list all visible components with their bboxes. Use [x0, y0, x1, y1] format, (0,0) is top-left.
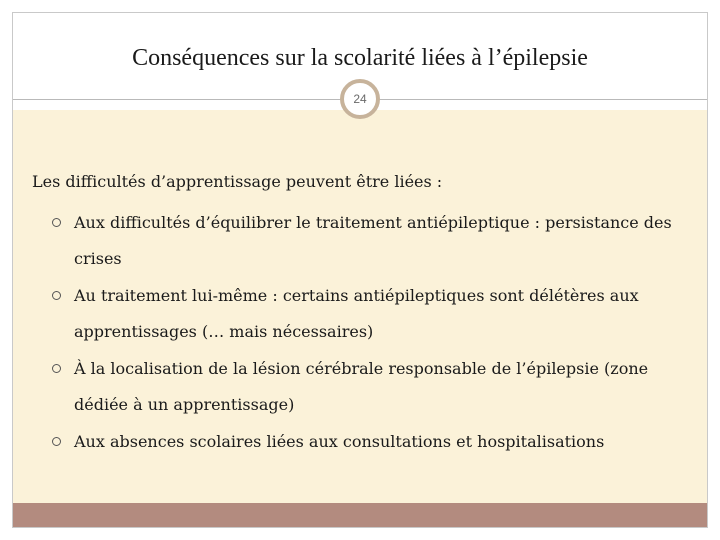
- circle-bullet-icon: [52, 291, 61, 300]
- circle-bullet-icon: [52, 437, 61, 446]
- list-item: [52, 424, 692, 460]
- intro-text: Les difficultés d’apprentissage peuvent être liées :: [32, 172, 443, 191]
- footer-bar: [13, 503, 707, 527]
- list-item-text: Aux difficultés d’équilibrer le traitement antiépileptique : persistance des crises: [74, 213, 672, 268]
- list-item-text: Au traitement lui-même : certains antiépileptiques sont délétères aux apprentissages (… mais nécessaires): [74, 286, 639, 341]
- circle-bullet-icon: [52, 218, 61, 227]
- list-item: [52, 278, 692, 350]
- bullet-list: [52, 205, 692, 461]
- circle-bullet-icon: [52, 364, 61, 373]
- slide-title: Conséquences sur la scolarité liées à l’épilepsie: [132, 45, 588, 71]
- list-item: [52, 205, 692, 277]
- list-item: [52, 351, 692, 423]
- list-item-text: Aux absences scolaires liées aux consultations et hospitalisations: [74, 432, 605, 451]
- list-item-text: À la localisation de la lésion cérébrale responsable de l’épilepsie (zone dédiée à un apprentissage): [74, 359, 649, 414]
- page-number-badge: 24: [340, 79, 380, 119]
